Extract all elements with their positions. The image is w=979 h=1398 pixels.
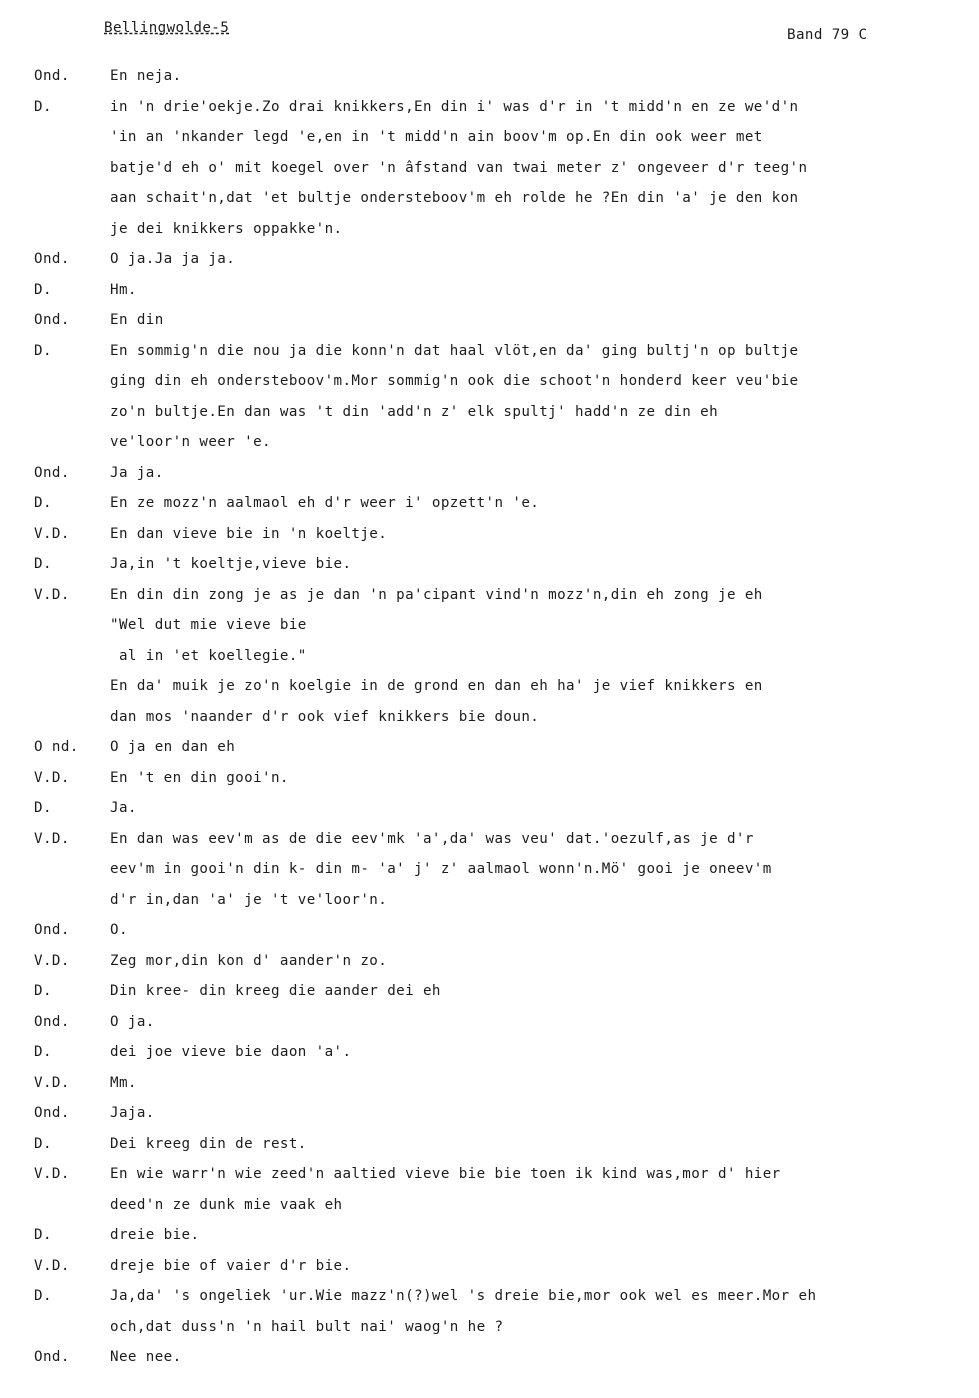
transcript-turn — [34, 824, 964, 916]
utterance — [110, 1220, 964, 1251]
utterance — [110, 1129, 964, 1160]
transcript-turn — [34, 1251, 964, 1282]
transcript-turn — [34, 1159, 964, 1220]
utterance-line: Mm. — [110, 1074, 137, 1091]
utterance — [110, 732, 964, 763]
utterance — [110, 1342, 964, 1373]
utterance-line: En dan was eev'm as de die eev'mk 'a',da' was veu' dat.'oezulf,as je d'r — [110, 830, 754, 847]
utterance-line: al in 'et koellegie." — [110, 647, 307, 664]
utterance-line: aan schait'n,dat 'et bultje ondersteboov'm eh rolde he ?En din 'a' je den kon — [110, 190, 799, 206]
utterance-line: En ze mozz'n aalmaol eh d'r weer i' opzett'n 'e. — [110, 495, 540, 511]
utterance-line: deed'n ze dunk mie vaak eh — [110, 1196, 343, 1213]
speaker-label: D. — [34, 983, 52, 999]
speaker-label: V.D. — [34, 1257, 70, 1274]
utterance-line: zo'n bultje.En dan was 't din 'add'n z' elk spultj' hadd'n ze din eh — [110, 403, 719, 420]
transcript-turn — [34, 1098, 964, 1129]
speaker-label: D. — [34, 495, 52, 511]
utterance-line: dreje bie of vaier d'r bie. — [110, 1257, 352, 1274]
utterance — [110, 488, 964, 519]
transcript-turn — [34, 946, 964, 977]
utterance — [110, 976, 964, 1007]
band-label: Band 79 C — [787, 27, 868, 43]
utterance — [110, 580, 964, 733]
utterance-line: je dei knikkers oppakke'n. — [110, 220, 343, 237]
transcript-turn — [34, 1220, 964, 1251]
transcript-turn — [34, 1007, 964, 1038]
speaker-label: D. — [34, 98, 52, 115]
transcript-turn — [34, 1037, 964, 1068]
utterance — [110, 458, 964, 489]
transcript-turn — [34, 1342, 964, 1373]
utterance-line: ve'loor'n weer 'e. — [110, 434, 271, 450]
utterance-line: dei joe vieve bie daon 'a'. — [110, 1044, 352, 1060]
speaker-label: D. — [34, 800, 52, 816]
utterance — [110, 336, 964, 458]
utterance-line: Jaja. — [110, 1105, 155, 1121]
transcript-turn — [34, 793, 964, 824]
utterance-line: dreie bie. — [110, 1227, 200, 1243]
speaker-label: D. — [34, 1044, 52, 1060]
transcript-turn — [34, 1129, 964, 1160]
speaker-label: Ond. — [34, 1349, 70, 1365]
utterance-line: En da' muik je zo'n koelgie in de grond en dan eh ha' je vief knikkers en — [110, 678, 763, 694]
speaker-label: D. — [34, 342, 52, 359]
speaker-label: Ond. — [34, 1105, 70, 1121]
speaker-label: V.D. — [34, 1166, 70, 1182]
utterance — [110, 275, 964, 306]
utterance-line: Hm. — [110, 281, 137, 298]
transcript-turn — [34, 1068, 964, 1099]
utterance-line: En wie warr'n wie zeed'n aaltied vieve bie bie toen ik kind was,mor d' hier — [110, 1166, 781, 1182]
utterance — [110, 305, 964, 336]
utterance-line: och,dat duss'n 'n hail bult nai' waog'n he ? — [110, 1318, 504, 1335]
speaker-label: V.D. — [34, 1074, 70, 1091]
utterance — [110, 1068, 964, 1099]
utterance-line: dan mos 'naander d'r ook vief knikkers bie doun. — [110, 708, 540, 725]
utterance — [110, 519, 964, 550]
utterance-line: Dei kreeg din de rest. — [110, 1135, 307, 1152]
utterance — [110, 61, 964, 92]
utterance — [110, 793, 964, 824]
speaker-label: D. — [34, 556, 52, 572]
transcript-turn — [34, 244, 964, 275]
utterance — [110, 549, 964, 580]
utterance — [110, 1007, 964, 1038]
utterance — [110, 1098, 964, 1129]
transcript-turn — [34, 732, 964, 763]
speaker-label: D. — [34, 1135, 52, 1152]
utterance-line: eev'm in gooi'n din k- din m- 'a' j' z' aalmaol wonn'n.Mö' gooi je oneev'm — [110, 861, 772, 877]
document-title: Bellingwolde-5 — [104, 20, 230, 36]
utterance-line: O ja. — [110, 1013, 155, 1030]
speaker-label: D. — [34, 1227, 52, 1243]
speaker-label: V.D. — [34, 769, 70, 786]
transcript-turn — [34, 915, 964, 946]
utterance — [110, 1251, 964, 1282]
speaker-label: Ond. — [34, 1013, 70, 1030]
transcript-turn — [34, 580, 964, 733]
speaker-label: Ond. — [34, 68, 70, 84]
utterance-line: Ja,da' 's ongeliek 'ur.Wie mazz'n(?)wel 's dreie bie,mor ook wel es meer.Mor eh — [110, 1288, 817, 1304]
transcript-turn — [34, 458, 964, 489]
transcript-body — [34, 61, 964, 1373]
utterance-line: Ja. — [110, 800, 137, 816]
utterance-line: "Wel dut mie vieve bie — [110, 617, 307, 633]
transcript-turn — [34, 488, 964, 519]
utterance — [110, 244, 964, 275]
utterance-line: O ja.Ja ja ja. — [110, 251, 236, 267]
utterance-line: Ja ja. — [110, 464, 164, 481]
transcript-turn — [34, 336, 964, 458]
utterance — [110, 1281, 964, 1342]
transcript-turn — [34, 763, 964, 794]
utterance — [110, 1159, 964, 1220]
utterance — [110, 1037, 964, 1068]
utterance — [110, 824, 964, 916]
transcript-turn — [34, 519, 964, 550]
speaker-label: D. — [34, 1288, 52, 1304]
transcript-turn — [34, 92, 964, 245]
speaker-label: D. — [34, 281, 52, 298]
utterance-line: batje'd eh o' mit koegel over 'n âfstand van twai meter z' ongeveer d'r teeg'n — [110, 159, 808, 176]
utterance-line: En neja. — [110, 68, 182, 84]
transcript-turn — [34, 275, 964, 306]
speaker-label: V.D. — [34, 952, 70, 969]
utterance-line: O. — [110, 922, 128, 938]
utterance-line: En sommig'n die nou ja die konn'n dat haal vlöt,en da' ging bultj'n op bultje — [110, 342, 799, 359]
speaker-label: Ond. — [34, 464, 70, 481]
utterance-line: Zeg mor,din kon d' aander'n zo. — [110, 952, 388, 969]
speaker-label: Ond. — [34, 312, 70, 328]
utterance-line: Din kree- din kreeg die aander dei eh — [110, 983, 441, 999]
transcript-turn — [34, 1281, 964, 1342]
speaker-label: O nd. — [34, 739, 79, 755]
utterance-line: Ja,in 't koeltje,vieve bie. — [110, 556, 352, 572]
utterance — [110, 92, 964, 245]
utterance-line: En dan vieve bie in 'n koeltje. — [110, 525, 388, 542]
utterance-line: Nee nee. — [110, 1349, 182, 1365]
utterance-line: En din din zong je as je dan 'n pa'cipant vind'n mozz'n,din eh zong je eh — [110, 586, 763, 603]
transcript-turn — [34, 305, 964, 336]
utterance-line: in 'n drie'oekje.Zo drai knikkers,En din i' was d'r in 't midd'n en ze we'd'n — [110, 98, 799, 115]
utterance-line: En 't en din gooi'n. — [110, 769, 289, 786]
utterance — [110, 946, 964, 977]
utterance-line: 'in an 'nkander legd 'e,en in 't midd'n ain boov'm op.En din ook weer met — [110, 129, 763, 145]
utterance-line: d'r in,dan 'a' je 't ve'loor'n. — [110, 891, 388, 908]
utterance — [110, 915, 964, 946]
utterance-line: O ja en dan eh — [110, 739, 236, 755]
transcript-turn — [34, 61, 964, 92]
utterance-line: ging din eh ondersteboov'm.Mor sommig'n ook die schoot'n honderd keer veu'bie — [110, 373, 799, 389]
speaker-label: Ond. — [34, 251, 70, 267]
speaker-label: V.D. — [34, 830, 70, 847]
speaker-label: V.D. — [34, 586, 70, 603]
utterance-line: En din — [110, 312, 164, 328]
speaker-label: V.D. — [34, 525, 70, 542]
utterance — [110, 763, 964, 794]
transcript-turn — [34, 976, 964, 1007]
speaker-label: Ond. — [34, 922, 70, 938]
transcript-turn — [34, 549, 964, 580]
